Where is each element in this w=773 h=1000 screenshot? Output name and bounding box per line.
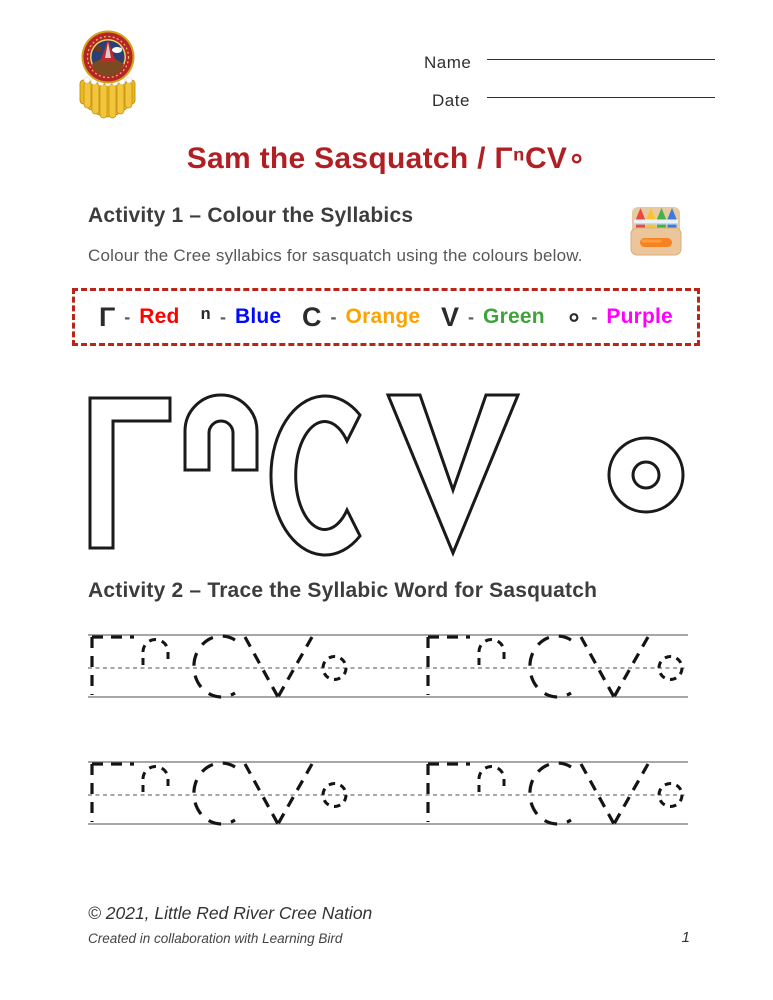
activity1-heading: Activity 1 – Colour the Syllabics — [88, 204, 414, 227]
legend-separator: - — [219, 306, 226, 327]
outline-glyph-w — [609, 438, 683, 512]
legend-item-green — [441, 301, 545, 332]
colour-name: Orange — [345, 305, 421, 328]
syllabic-glyph: ∘ — [565, 301, 583, 332]
colour-name: Green — [483, 305, 545, 328]
legend-separator: - — [124, 306, 131, 327]
legend-item-blue — [200, 301, 282, 332]
name-label: Name — [424, 53, 472, 72]
trace-row[interactable] — [88, 628, 688, 700]
colourable-syllabics-word[interactable] — [88, 390, 688, 562]
legend-separator: - — [468, 306, 475, 327]
date-input-line[interactable] — [487, 96, 715, 98]
organization-logo — [76, 28, 140, 120]
badge-emblem-icon — [82, 31, 135, 84]
legend-item-orange — [302, 301, 421, 332]
activity1-instructions: Colour the Cree syllabics for sasquatch using the colours below. — [88, 246, 583, 265]
outline-glyph-mi — [90, 398, 170, 548]
outline-glyph-ta — [271, 396, 360, 555]
page-title: Sam the Sasquatch / ΓⁿCV∘ — [186, 142, 587, 175]
page-number: 1 — [681, 929, 690, 946]
syllabic-glyph: ⁿ — [200, 301, 211, 332]
colour-name: Purple — [606, 305, 673, 328]
date-label: Date — [432, 91, 470, 110]
outline-glyph-s — [185, 395, 257, 470]
legend-separator: - — [330, 306, 337, 327]
colour-legend — [72, 288, 700, 346]
copyright-text: © 2021, Little Red River Cree Nation — [88, 903, 373, 923]
colour-name: Red — [139, 305, 180, 328]
activity2-heading: Activity 2 – Trace the Syllabic Word for Sasquatch — [88, 579, 598, 602]
syllabic-glyph: Γ — [99, 301, 116, 332]
legend-item-red — [99, 301, 180, 332]
outline-glyph-pe — [388, 395, 518, 553]
syllabic-glyph: C — [302, 301, 322, 332]
colour-name: Blue — [234, 305, 282, 328]
name-input-line[interactable] — [487, 58, 715, 60]
legend-separator: - — [591, 306, 598, 327]
legend-item-purple — [565, 301, 673, 332]
collaboration-text: Created in collaboration with Learning Bird — [88, 931, 343, 946]
syllabic-glyph: V — [441, 301, 460, 332]
trace-row[interactable] — [88, 755, 688, 827]
crayon-box-icon — [626, 202, 686, 260]
